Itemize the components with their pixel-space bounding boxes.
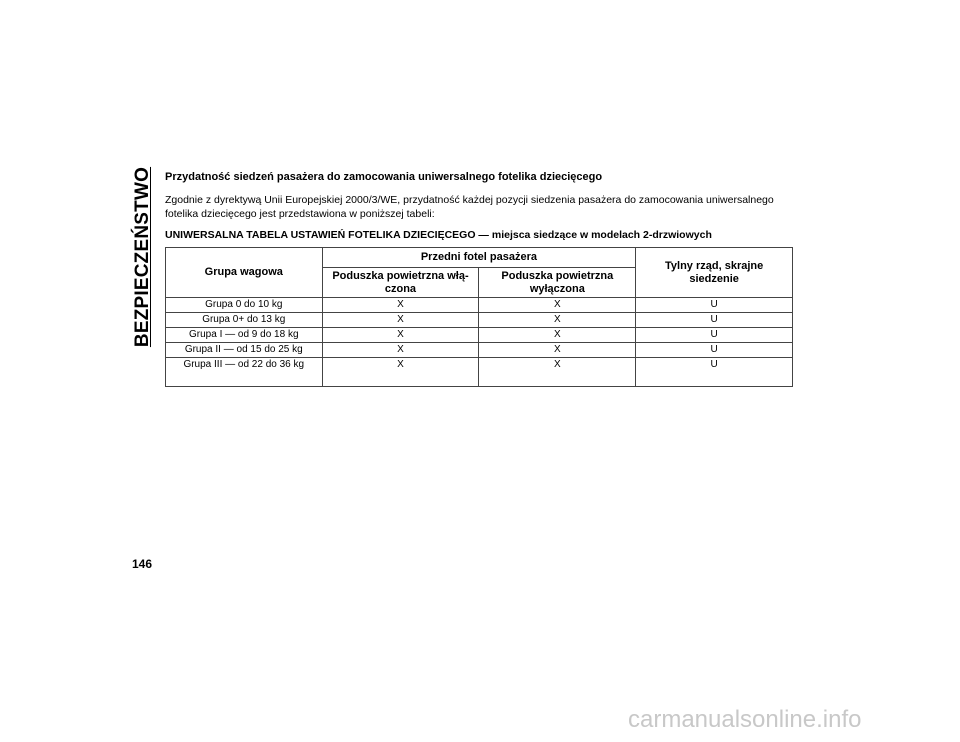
cell-rear: U — [636, 358, 793, 387]
cell-weight-group: Grupa 0 do 10 kg — [166, 298, 323, 313]
cell-airbag-on: X — [322, 358, 479, 387]
cell-airbag-off: X — [479, 313, 636, 328]
page-number: 146 — [132, 557, 153, 571]
cell-airbag-off: X — [479, 343, 636, 358]
cell-airbag-on: X — [322, 343, 479, 358]
table-row — [166, 313, 793, 328]
header-weight-group: Grupa wagowa — [166, 248, 323, 298]
cell-rear: U — [636, 298, 793, 313]
watermark: carmanualsonline.info — [628, 706, 862, 733]
child-seat-table — [165, 247, 793, 387]
cell-airbag-on: X — [322, 298, 479, 313]
section-side-tab-label: BEZPIECZEŃSTWO — [132, 166, 153, 348]
table-row — [166, 343, 793, 358]
table-row — [166, 358, 793, 387]
header-rear-outer-seat: Tylny rząd, skrajne siedzenie — [636, 248, 793, 298]
cell-weight-group: Grupa I — od 9 do 18 kg — [166, 328, 323, 343]
header-airbag-off: Poduszka powietrzna wyłączona — [479, 268, 636, 298]
cell-rear: U — [636, 343, 793, 358]
table-row — [166, 298, 793, 313]
cell-airbag-off: X — [479, 358, 636, 387]
intro-paragraph: Zgodnie z dyrektywą Unii Europejskiej 2000/3/WE, przydatność każdej pozycji siedzenia pasażera do zamocowania uniwersalnego fotelika dziecięcego jest przedstawiona w poniższej tabeli: — [165, 194, 774, 220]
section-title: Przydatność siedzeń pasażera do zamocowania uniwersalnego fotelika dziecięcego — [165, 171, 603, 183]
cell-weight-group: Grupa 0+ do 13 kg — [166, 313, 323, 328]
cell-airbag-off: X — [479, 298, 636, 313]
page-content — [165, 171, 795, 387]
cell-rear: U — [636, 313, 793, 328]
cell-weight-group: Grupa II — od 15 do 25 kg — [166, 343, 323, 358]
header-airbag-on: Poduszka powietrzna włą-czona — [322, 268, 479, 298]
table-title: UNIWERSALNA TABELA USTAWIEŃ FOTELIKA DZIECIĘCEGO — miejsca siedzące w modelach 2-drzwiowych — [165, 229, 712, 241]
table-row — [166, 328, 793, 343]
cell-rear: U — [636, 328, 793, 343]
cell-airbag-off: X — [479, 328, 636, 343]
cell-weight-group: Grupa III — od 22 do 36 kg — [166, 358, 323, 387]
header-front-passenger-seat: Przedni fotel pasażera — [322, 248, 636, 268]
section-side-tab — [128, 166, 158, 348]
cell-airbag-on: X — [322, 328, 479, 343]
cell-airbag-on: X — [322, 313, 479, 328]
